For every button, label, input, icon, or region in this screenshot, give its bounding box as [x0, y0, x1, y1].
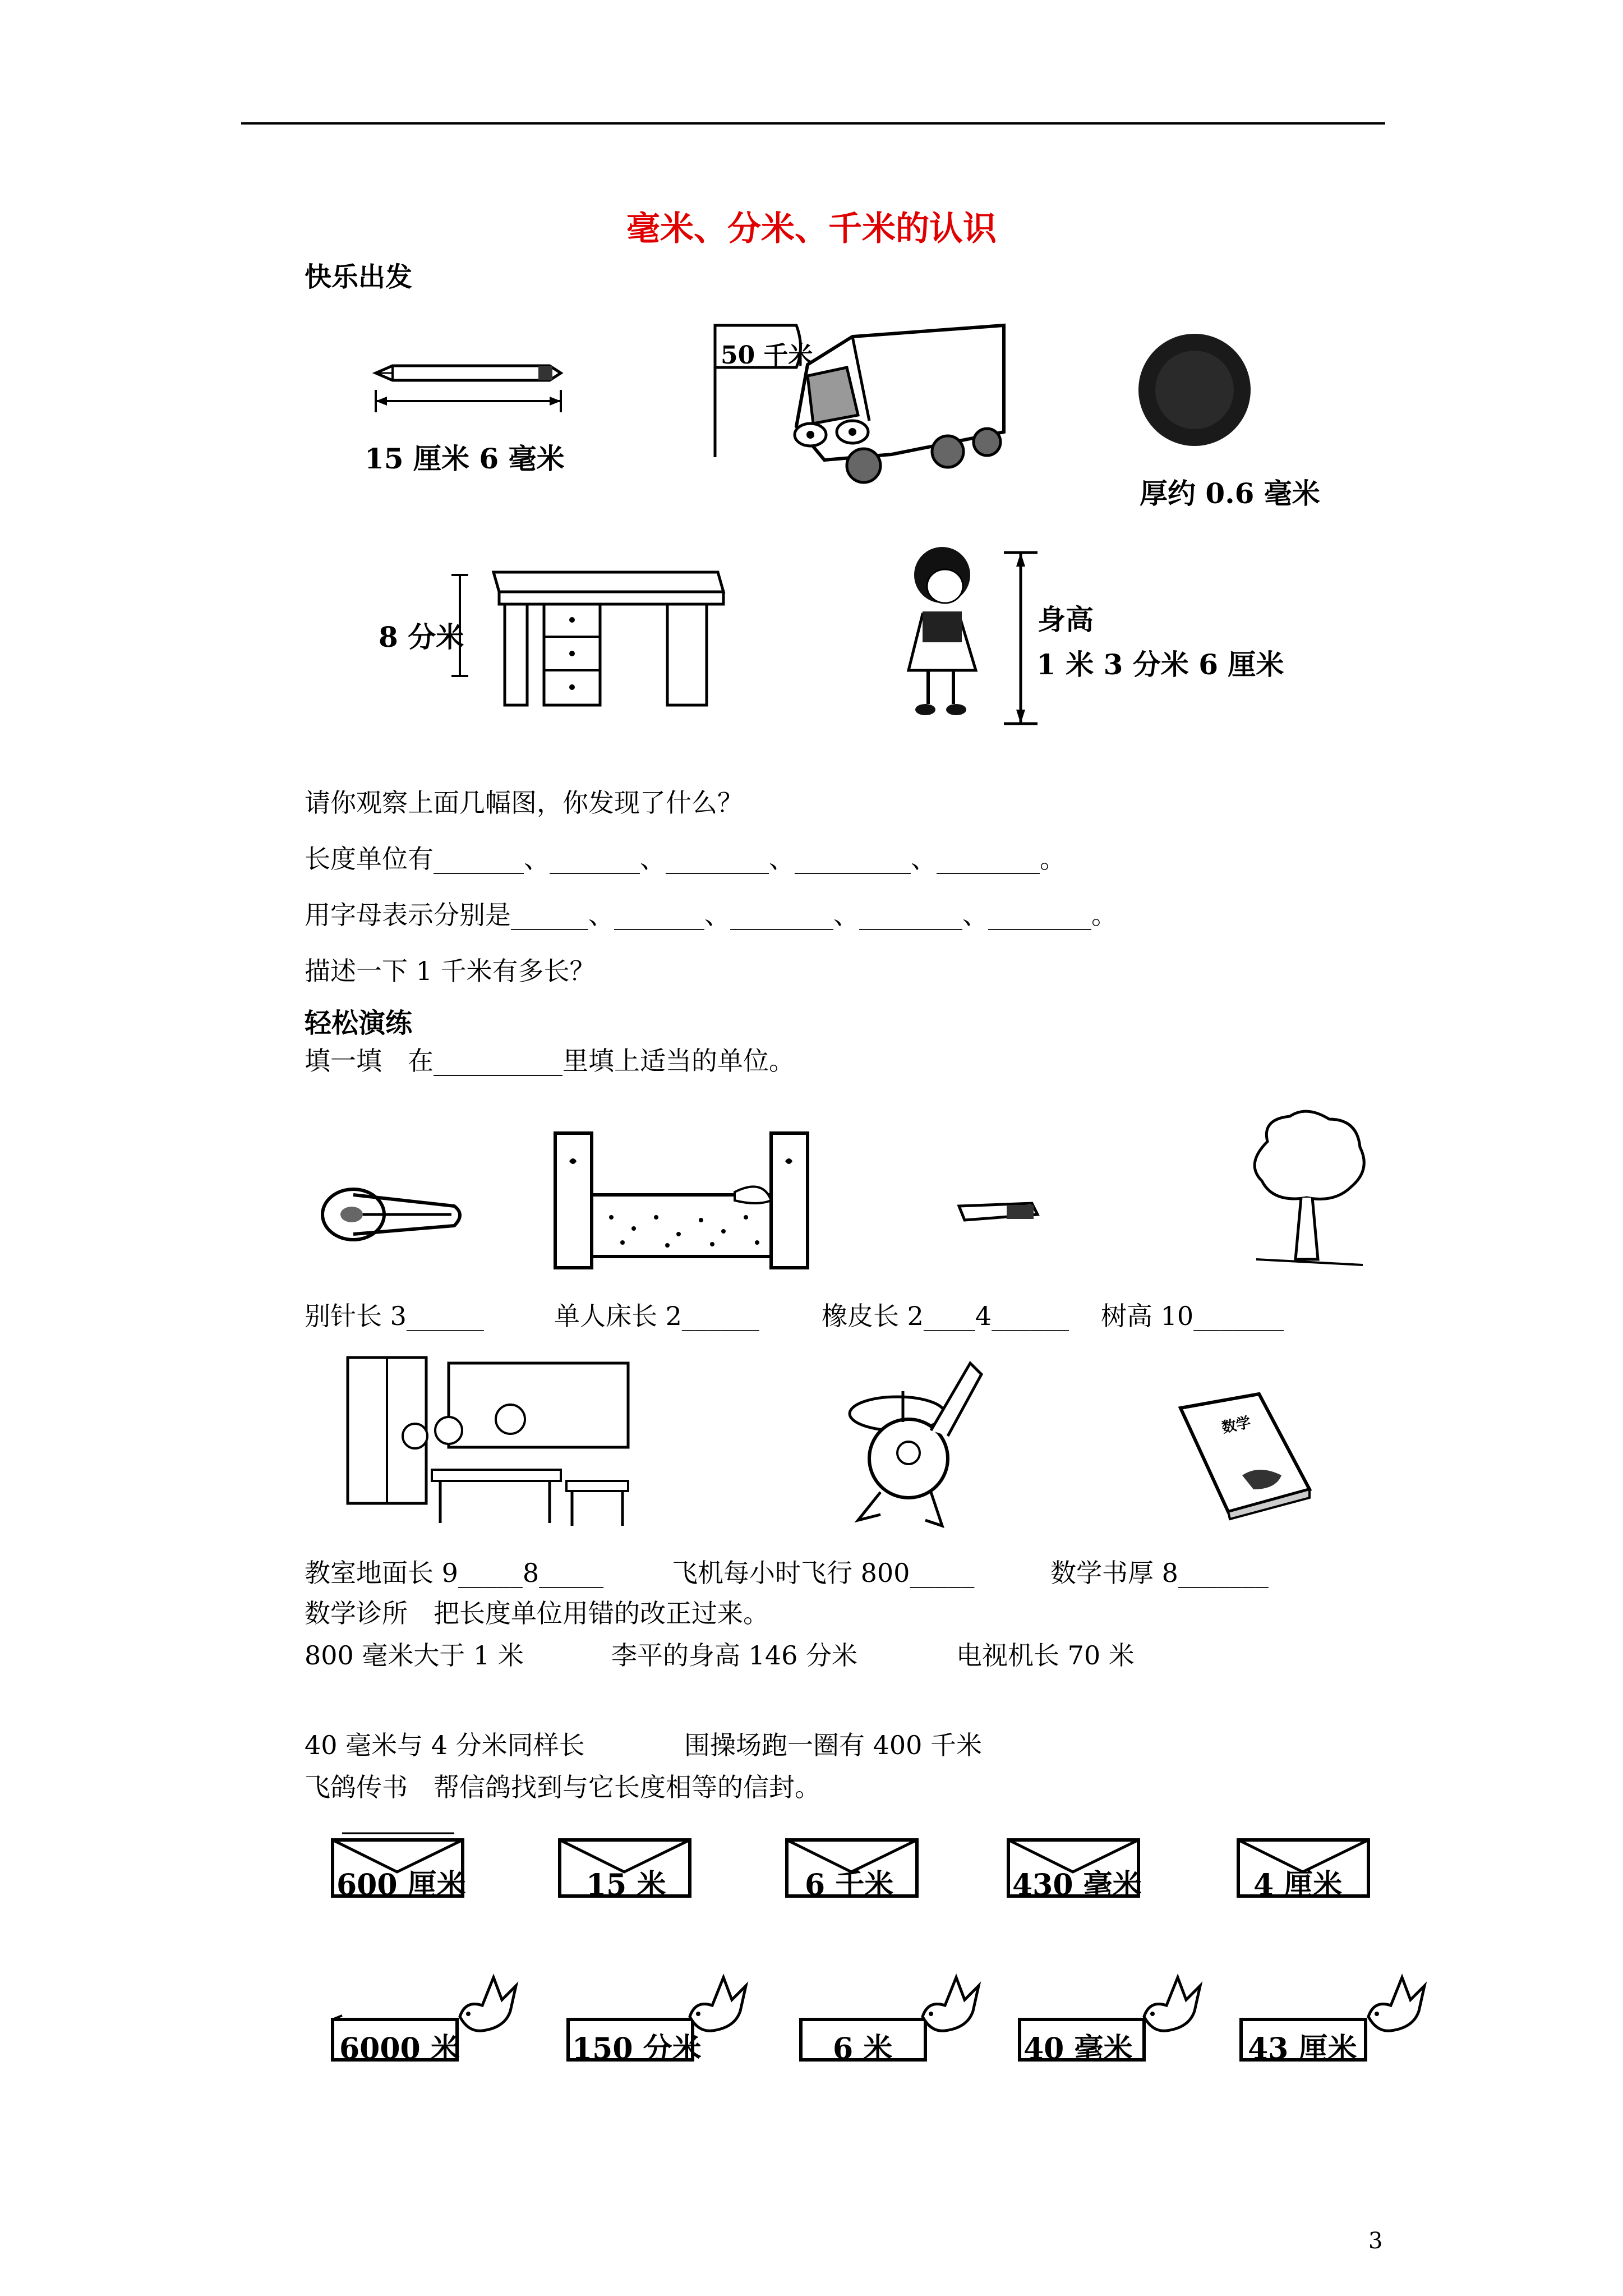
envelope-label-4: 430 毫米: [1012, 1868, 1142, 1902]
fill-book: 数学书厚 8_______: [1050, 1558, 1269, 1588]
pigeon-icon[interactable]: [911, 1966, 990, 2045]
bird-label-1: 6000 米: [339, 2032, 460, 2066]
pigeon-icon[interactable]: [449, 1966, 527, 2045]
bird-label-2: 150 分米: [572, 2032, 702, 2066]
clinic-heading: 数学诊所 把长度单位用错的改正过来。: [305, 1598, 769, 1628]
fill-instruction: 填一填 在__________里填上适当的单位。: [305, 1046, 795, 1076]
clinic-item-2: 李平的身高 146 分米: [611, 1640, 858, 1671]
clinic-item-5: 围操场跑一圈有 400 千米: [684, 1730, 983, 1760]
envelope-label-5: 4 厘米: [1253, 1868, 1343, 1902]
fill-bed: 单人床长 2______: [554, 1301, 759, 1331]
flag-caption: 50 千米: [721, 341, 813, 370]
girl-caption-line1: 身高: [1038, 603, 1094, 636]
desk-caption: 8 分米: [379, 620, 464, 654]
airplane-illustration: [847, 1352, 993, 1537]
girl-illustration: [892, 541, 1060, 732]
coin-illustration: [1133, 328, 1256, 452]
question-units: 长度单位有_______、_______、________、_________、________。: [305, 844, 1066, 874]
tree-illustration: [1239, 1108, 1374, 1276]
desk-illustration: [443, 564, 735, 710]
eraser-illustration: [953, 1195, 1043, 1228]
girl-caption-line2: 1 米 3 分米 6 厘米: [1036, 648, 1284, 681]
bird-label-3: 6 米: [833, 2032, 893, 2066]
pigeon-heading: 飞鸽传书 帮信鸽找到与它长度相等的信封。: [305, 1772, 820, 1802]
pigeon-icon[interactable]: [679, 1966, 757, 2045]
safety-pin-illustration: [317, 1178, 468, 1251]
bird-label-5: 43 厘米: [1248, 2032, 1357, 2066]
section-heading-start: 快乐出发: [305, 261, 413, 293]
bed-illustration: [550, 1128, 819, 1273]
clinic-item-1: 800 毫米大于 1 米: [305, 1640, 524, 1671]
classroom-illustration: [342, 1352, 639, 1531]
clinic-item-4: 40 毫米与 4 分米同样长: [305, 1730, 585, 1760]
pigeon-icon[interactable]: [1357, 1966, 1436, 2045]
fill-airplane: 飞机每小时飞行 800_____: [672, 1558, 975, 1588]
envelope-label-2: 15 米: [586, 1868, 666, 1902]
book-cover-title: 数学: [1220, 1414, 1253, 1437]
top-rule: [241, 122, 1385, 125]
pigeon-icon[interactable]: [1133, 1966, 1211, 2045]
math-book-illustration: [1175, 1391, 1315, 1520]
question-kilometer: 描述一下 1 千米有多长？: [305, 956, 596, 986]
section-heading-practice: 轻松演练: [305, 1007, 413, 1039]
envelope-label-3: 6 千米: [805, 1868, 894, 1902]
fill-classroom: 教室地面长 9_____8_____: [305, 1558, 604, 1588]
pencil-caption: 15 厘米 6 毫米: [365, 442, 565, 475]
page-title: 毫米、分米、千米的认识: [626, 209, 997, 249]
pencil-illustration: [370, 359, 572, 426]
fill-eraser: 橡皮长 2____4______: [822, 1301, 1069, 1331]
coin-caption: 厚约 0.6 毫米: [1140, 477, 1320, 510]
question-observe: 请你观察上面几幅图，你发现了什么？: [305, 788, 743, 818]
fill-pin: 别针长 3______: [305, 1301, 484, 1331]
bird-label-4: 40 毫米: [1023, 2032, 1133, 2066]
page-number: 3: [1368, 2228, 1383, 2254]
question-letters: 用字母表示分别是______、_______、________、________、________。: [305, 900, 1117, 930]
clinic-item-3: 电视机长 70 米: [956, 1640, 1135, 1671]
envelope-label-1: 600 厘米: [336, 1868, 466, 1902]
fill-tree: 树高 10_______: [1101, 1301, 1284, 1331]
